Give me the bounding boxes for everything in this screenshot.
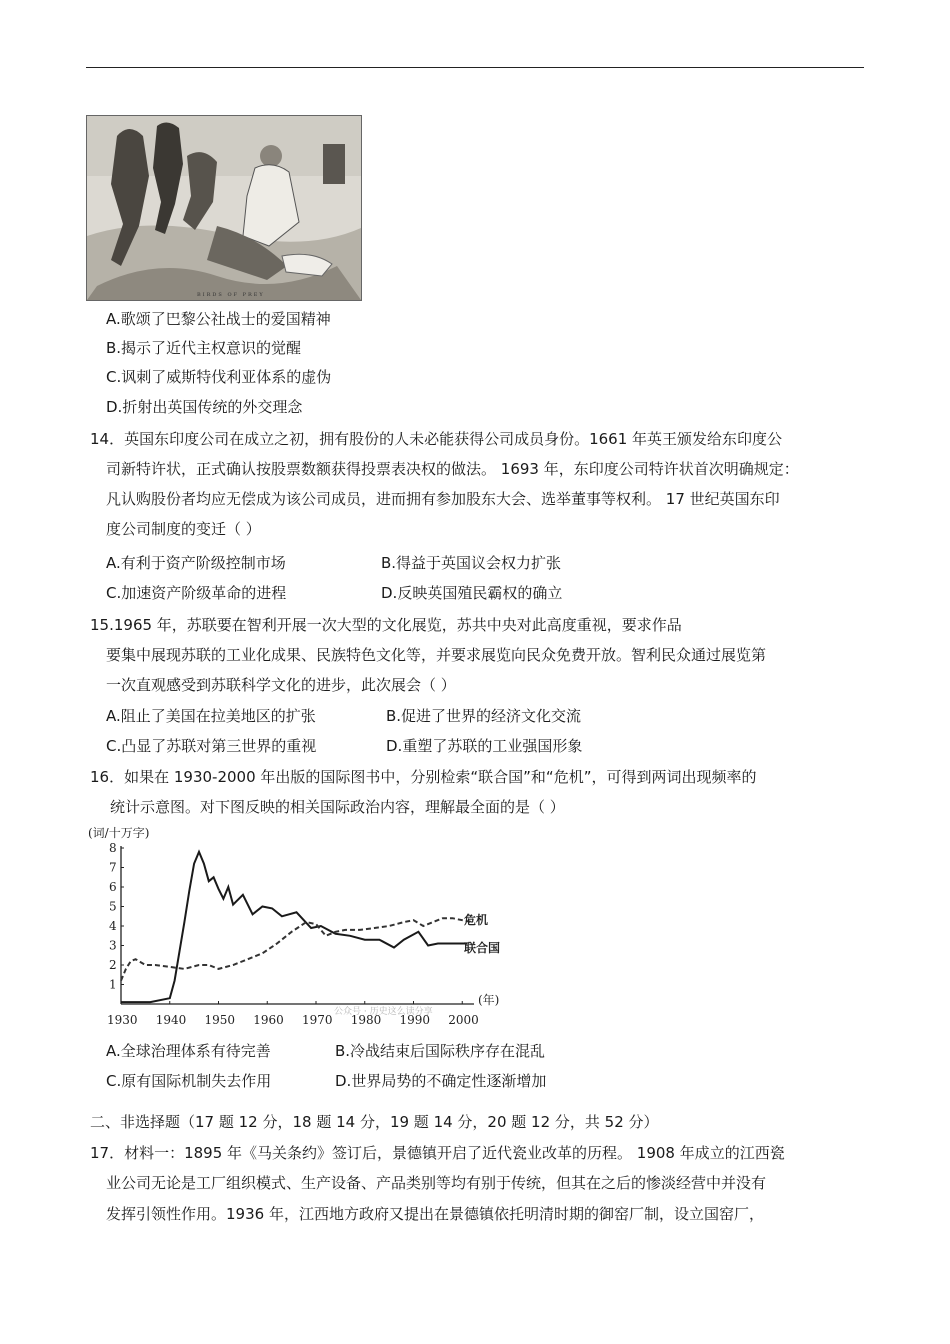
y-tick-label: 2 xyxy=(109,958,117,972)
q16-line-2: 统计示意图。对下图反映的相关国际政治内容，理解最全面的是（ ） xyxy=(110,798,565,816)
q15-option-c: C.凸显了苏联对第三世界的重视 xyxy=(106,737,317,755)
y-tick-label: 5 xyxy=(109,899,117,914)
x-tick-label: 1980 xyxy=(350,1013,382,1027)
cartoon-option-c: C.讽刺了威斯特伐利亚体系的虚伪 xyxy=(106,368,332,386)
y-tick-label: 7 xyxy=(109,860,117,875)
x-tick-label: 1960 xyxy=(253,1013,284,1027)
frequency-line-chart xyxy=(86,824,546,1034)
top-rule xyxy=(86,67,864,68)
x-tick-label: 2000 xyxy=(448,1013,479,1027)
q15-line-2: 要集中展现苏联的工业化成果、民族特色文化等，并要求展览向民众免费开放。智利民众通过展览第 xyxy=(106,646,767,664)
q16-line-1: 16．如果在 1930-2000 年出版的国际图书中，分别检索“联合国”和“危机”，可得到两词出现频率的 xyxy=(90,768,757,786)
x-tick-label: 1990 xyxy=(399,1013,431,1027)
cartoon-caption: BIRDS OF PREY xyxy=(197,292,265,298)
q15-option-b: B.促进了世界的经济文化交流 xyxy=(386,707,582,725)
cartoon-option-b: B.揭示了近代主权意识的觉醒 xyxy=(106,339,302,357)
cartoon-drawing xyxy=(87,116,361,300)
x-tick-label: 1930 xyxy=(107,1013,138,1027)
chart-xlabel: (年) xyxy=(478,993,500,1007)
q14-option-d: D.反映英国殖民霸权的确立 xyxy=(381,584,563,602)
q14-line-1: 14．英国东印度公司在成立之初，拥有股份的人未必能获得公司成员身份。1661 年英王颁发给东印度公 xyxy=(90,430,783,448)
series-line-crisis xyxy=(121,918,472,980)
x-tick-label: 1970 xyxy=(302,1013,333,1027)
q14-option-b: B.得益于英国议会权力扩张 xyxy=(381,554,562,572)
series-label-united-nations: 联合国 xyxy=(464,941,501,955)
y-tick-label: 1 xyxy=(109,977,117,992)
x-tick-label: 1950 xyxy=(204,1013,236,1027)
q17-line-1: 17．材料一：1895 年《马关条约》签订后，景德镇开启了近代瓷业改革的历程。 1908 年成立的江西瓷 xyxy=(90,1144,785,1162)
section-2-heading: 二、非选择题（17 题 12 分，18 题 14 分，19 题 14 分，20 题 12 分，共 52 分） xyxy=(90,1113,659,1131)
q15-option-d: D.重塑了苏联的工业强国形象 xyxy=(386,737,583,755)
q16-option-b: B.冷战结束后国际秩序存在混乱 xyxy=(335,1042,546,1060)
y-tick-label: 3 xyxy=(109,938,117,953)
q15-option-a: A.阻止了美国在拉美地区的扩张 xyxy=(106,707,316,725)
x-tick-label: 1940 xyxy=(155,1013,187,1027)
y-tick-label: 4 xyxy=(109,919,117,933)
series-label-crisis: 危机 xyxy=(464,913,489,927)
q14-line-4: 度公司制度的变迁（ ） xyxy=(106,520,261,538)
series-line-united-nations xyxy=(121,852,467,1002)
q14-option-a: A.有利于资产阶级控制市场 xyxy=(106,554,286,572)
y-tick-label: 6 xyxy=(109,880,117,894)
q14-line-3: 凡认购股份者均应无偿成为该公司成员，进而拥有参加股东大会、选举董事等权利。 17 世纪英国东印 xyxy=(106,490,780,508)
q14-option-c: C.加速资产阶级革命的进程 xyxy=(106,584,287,602)
q17-line-3: 发挥引领性作用。1936 年，江西地方政府又提出在景德镇依托明清时期的御窑厂制，设立国窑厂， xyxy=(106,1205,764,1223)
q16-option-a: A.全球治理体系有待完善 xyxy=(106,1042,271,1060)
q17-line-2: 业公司无论是工厂组织模式、生产设备、产品类别等均有别于传统，但其在之后的惨淡经营中并没有 xyxy=(106,1174,767,1192)
chart-ylabel: (词/十万字) xyxy=(88,826,150,840)
cartoon-option-a: A.歌颂了巴黎公社战士的爱国精神 xyxy=(106,310,331,328)
q16-option-c: C.原有国际机制失去作用 xyxy=(106,1072,272,1090)
q14-line-2: 司新特许状，正式确认按股票数额获得投票表决权的做法。 1693 年，东印度公司特许状首次明确规定： xyxy=(106,460,799,478)
cartoon-option-d: D.折射出英国传统的外交理念 xyxy=(106,398,303,416)
y-tick-label: 8 xyxy=(109,841,117,855)
cartoon-illustration xyxy=(86,115,362,301)
q15-line-1: 15.1965 年，苏联要在智利开展一次大型的文化展览，苏共中央对此高度重视，要求作品 xyxy=(90,616,682,634)
chart-watermark: 公众号 · 历史这么读分享 xyxy=(334,1007,433,1017)
q15-line-3: 一次直观感受到苏联科学文化的进步，此次展会（ ） xyxy=(106,676,456,694)
q16-option-d: D.世界局势的不确定性逐渐增加 xyxy=(335,1072,547,1090)
